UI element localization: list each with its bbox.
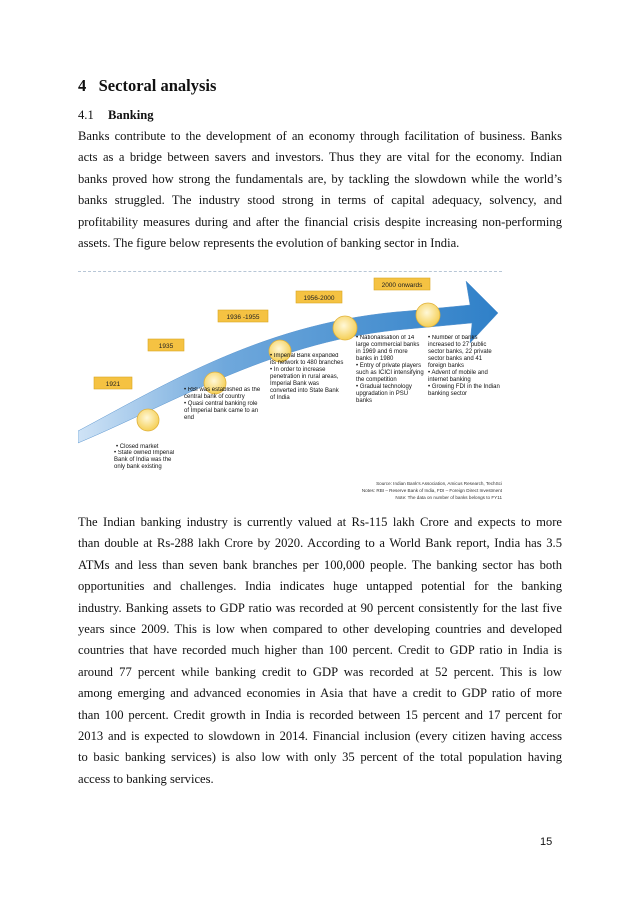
banking-evolution-figure (78, 273, 502, 503)
paragraph-line: Banks contribute to the development of an economy through facilitation of business. Banks (78, 129, 562, 143)
bullet-block: • State owned Imperial Bank of India was the only bank existing (114, 450, 175, 470)
bullet-text: Entry of private players such as ICICI intensifying the competition (356, 363, 424, 383)
bullet-block: • Nationalisation of 14 large commercial banks in 1969 and 6 more banks in 1980 • Entry of private players such as ICICI intensifying the competition • Gradual technology upgradation in PSU banks (356, 335, 424, 404)
bullet-text: In order to increase penetration in rural areas, Imperial Bank was converted into State Bank of India (270, 367, 339, 401)
paragraph-line: acts as a bridge between savers and investors. Thus they are vital for the economy. Indian (78, 150, 562, 165)
paragraph-line: ATMs and less than seven bank branches per 100,000 people. The banking sector has both (78, 557, 562, 572)
subsection-title: Banking (108, 108, 154, 122)
paragraph-line: banks struggled. The industry stood strong in terms of capital adequacy, solvency, and (78, 193, 562, 208)
paragraph-line: among emerging and advanced economies in Asia that have a credit to GDP ratio of more (78, 686, 562, 701)
bullet-text: Growing FDI in the Indian banking sector (428, 384, 500, 397)
paragraph-line: 2013 and is expected to slowdown in 2014. Financial inclusion (every citizen having access (78, 729, 562, 744)
analysis-paragraph (78, 512, 562, 790)
intro-paragraph (78, 126, 562, 254)
period-label-1936-1955 (218, 310, 268, 322)
bullet-text: Number of banks increased to 27 public sector banks, 22 private sector banks and 41 foreign banks (428, 335, 492, 369)
paragraph-line: opportunities and challenges. India indicates huge untapped potential for the banking (78, 579, 562, 594)
paragraph-line: years since 2009. This is low when compared to other developing countries and developed (78, 622, 562, 637)
period-text: 1956-2000 (303, 295, 335, 302)
bullet-block: • Imperial Bank expanded its network to 480 branches • In order to increase penetration in rural areas, Imperial Bank was converted into State Bank of India (270, 353, 344, 401)
bullet-text: Advent of mobile and internet banking (428, 370, 488, 383)
bullet-text: Gradual technology upgradation in PSU banks (356, 384, 412, 404)
milestone-circle (416, 303, 440, 327)
bullet-text: State owned Imperial Bank of India was the only bank existing (114, 450, 175, 470)
section-heading (78, 76, 216, 96)
paragraph-line: access to banking services. (78, 771, 214, 786)
figure-divider (78, 271, 502, 272)
paragraph-line: industry. Banking assets to GDP ratio was recorded at 90 percent consistently for the last five (78, 600, 562, 615)
source-line: Note: The data on number of banks belongs to FY11 (395, 495, 502, 500)
period-text: 1935 (158, 343, 174, 350)
milestone-circle (333, 316, 357, 340)
section-title: Sectoral analysis (98, 76, 217, 95)
figure-source-notes (362, 481, 502, 500)
paragraph-line: than double at Rs-288 lakh Crore by 2020. According to a World Bank report, India has 3.5 (78, 536, 562, 551)
period-label-1921 (94, 377, 132, 389)
paragraph-line: profitability measures during and after the financial crisis despite increasing non-performing (78, 214, 562, 229)
subsection-number: 4.1 (78, 108, 94, 122)
milestone-circle (137, 409, 159, 431)
paragraph-line: assets. The figure below represents the evolution of banking sector in India. (78, 236, 460, 251)
period-text: 2000 onwards (381, 282, 423, 289)
period-text: 1921 (105, 381, 121, 388)
bullet-text: RBI was established as the central bank of country (184, 387, 261, 400)
section-number: 4 (78, 76, 87, 95)
source-line: Source: Indian Bank's Association, Amicus Research, TechSci (376, 481, 502, 486)
period-label-1935 (148, 339, 184, 351)
bullet-text: Imperial Bank expanded its network to 480 branches (270, 353, 344, 366)
period-text: 1936 -1955 (226, 314, 260, 321)
evolution-diagram (78, 273, 502, 503)
paragraph-line: countries that have recorded much higher than 100 percent. Credit to GDP ratio in India is (78, 643, 562, 658)
period-bullets (114, 335, 500, 496)
paragraph-line: than 100 percent. Credit growth in India is recorded between 15 percent and 17 percent for (78, 707, 562, 722)
bullet-text: Quasi central banking role of Imperial bank came to an end (184, 401, 259, 421)
bullet-block: • Number of banks increased to 27 public sector banks, 22 private sector banks and 41 foreign banks • Advent of mobile and internet banking • Growing FDI in the Indian banking sector (428, 335, 500, 397)
bullet-text: • Closed market (116, 444, 159, 450)
period-label-2000-onwards (374, 278, 430, 290)
period-label-1956-2000 (296, 291, 342, 303)
paragraph-line: The Indian banking industry is currently valued at Rs-115 lakh Crore and expects to more (78, 515, 562, 529)
subsection-heading (78, 108, 154, 123)
paragraph-line: banks proved how strong the fundamentals are, by tackling the slowdown while the world’s (78, 171, 562, 186)
paragraph-line: around 77 percent while banking credit to GDP was recorded at 52 percent. This is low (78, 664, 562, 679)
page-number: 15 (540, 836, 553, 848)
source-line: Notes: RBI – Reserve Bank of India, FDI – Foreign Direct Investment (361, 488, 502, 493)
bullet-block: • RBI was established as the central bank of country • Quasi central banking role of Imperial bank came to an end (184, 387, 261, 421)
paragraph-line: to basic banking services) is also low with only 35 percent of the total population having (78, 750, 562, 765)
bullet-text: Nationalisation of 14 large commercial banks in 1969 and 6 more banks in 1980 (356, 335, 420, 362)
